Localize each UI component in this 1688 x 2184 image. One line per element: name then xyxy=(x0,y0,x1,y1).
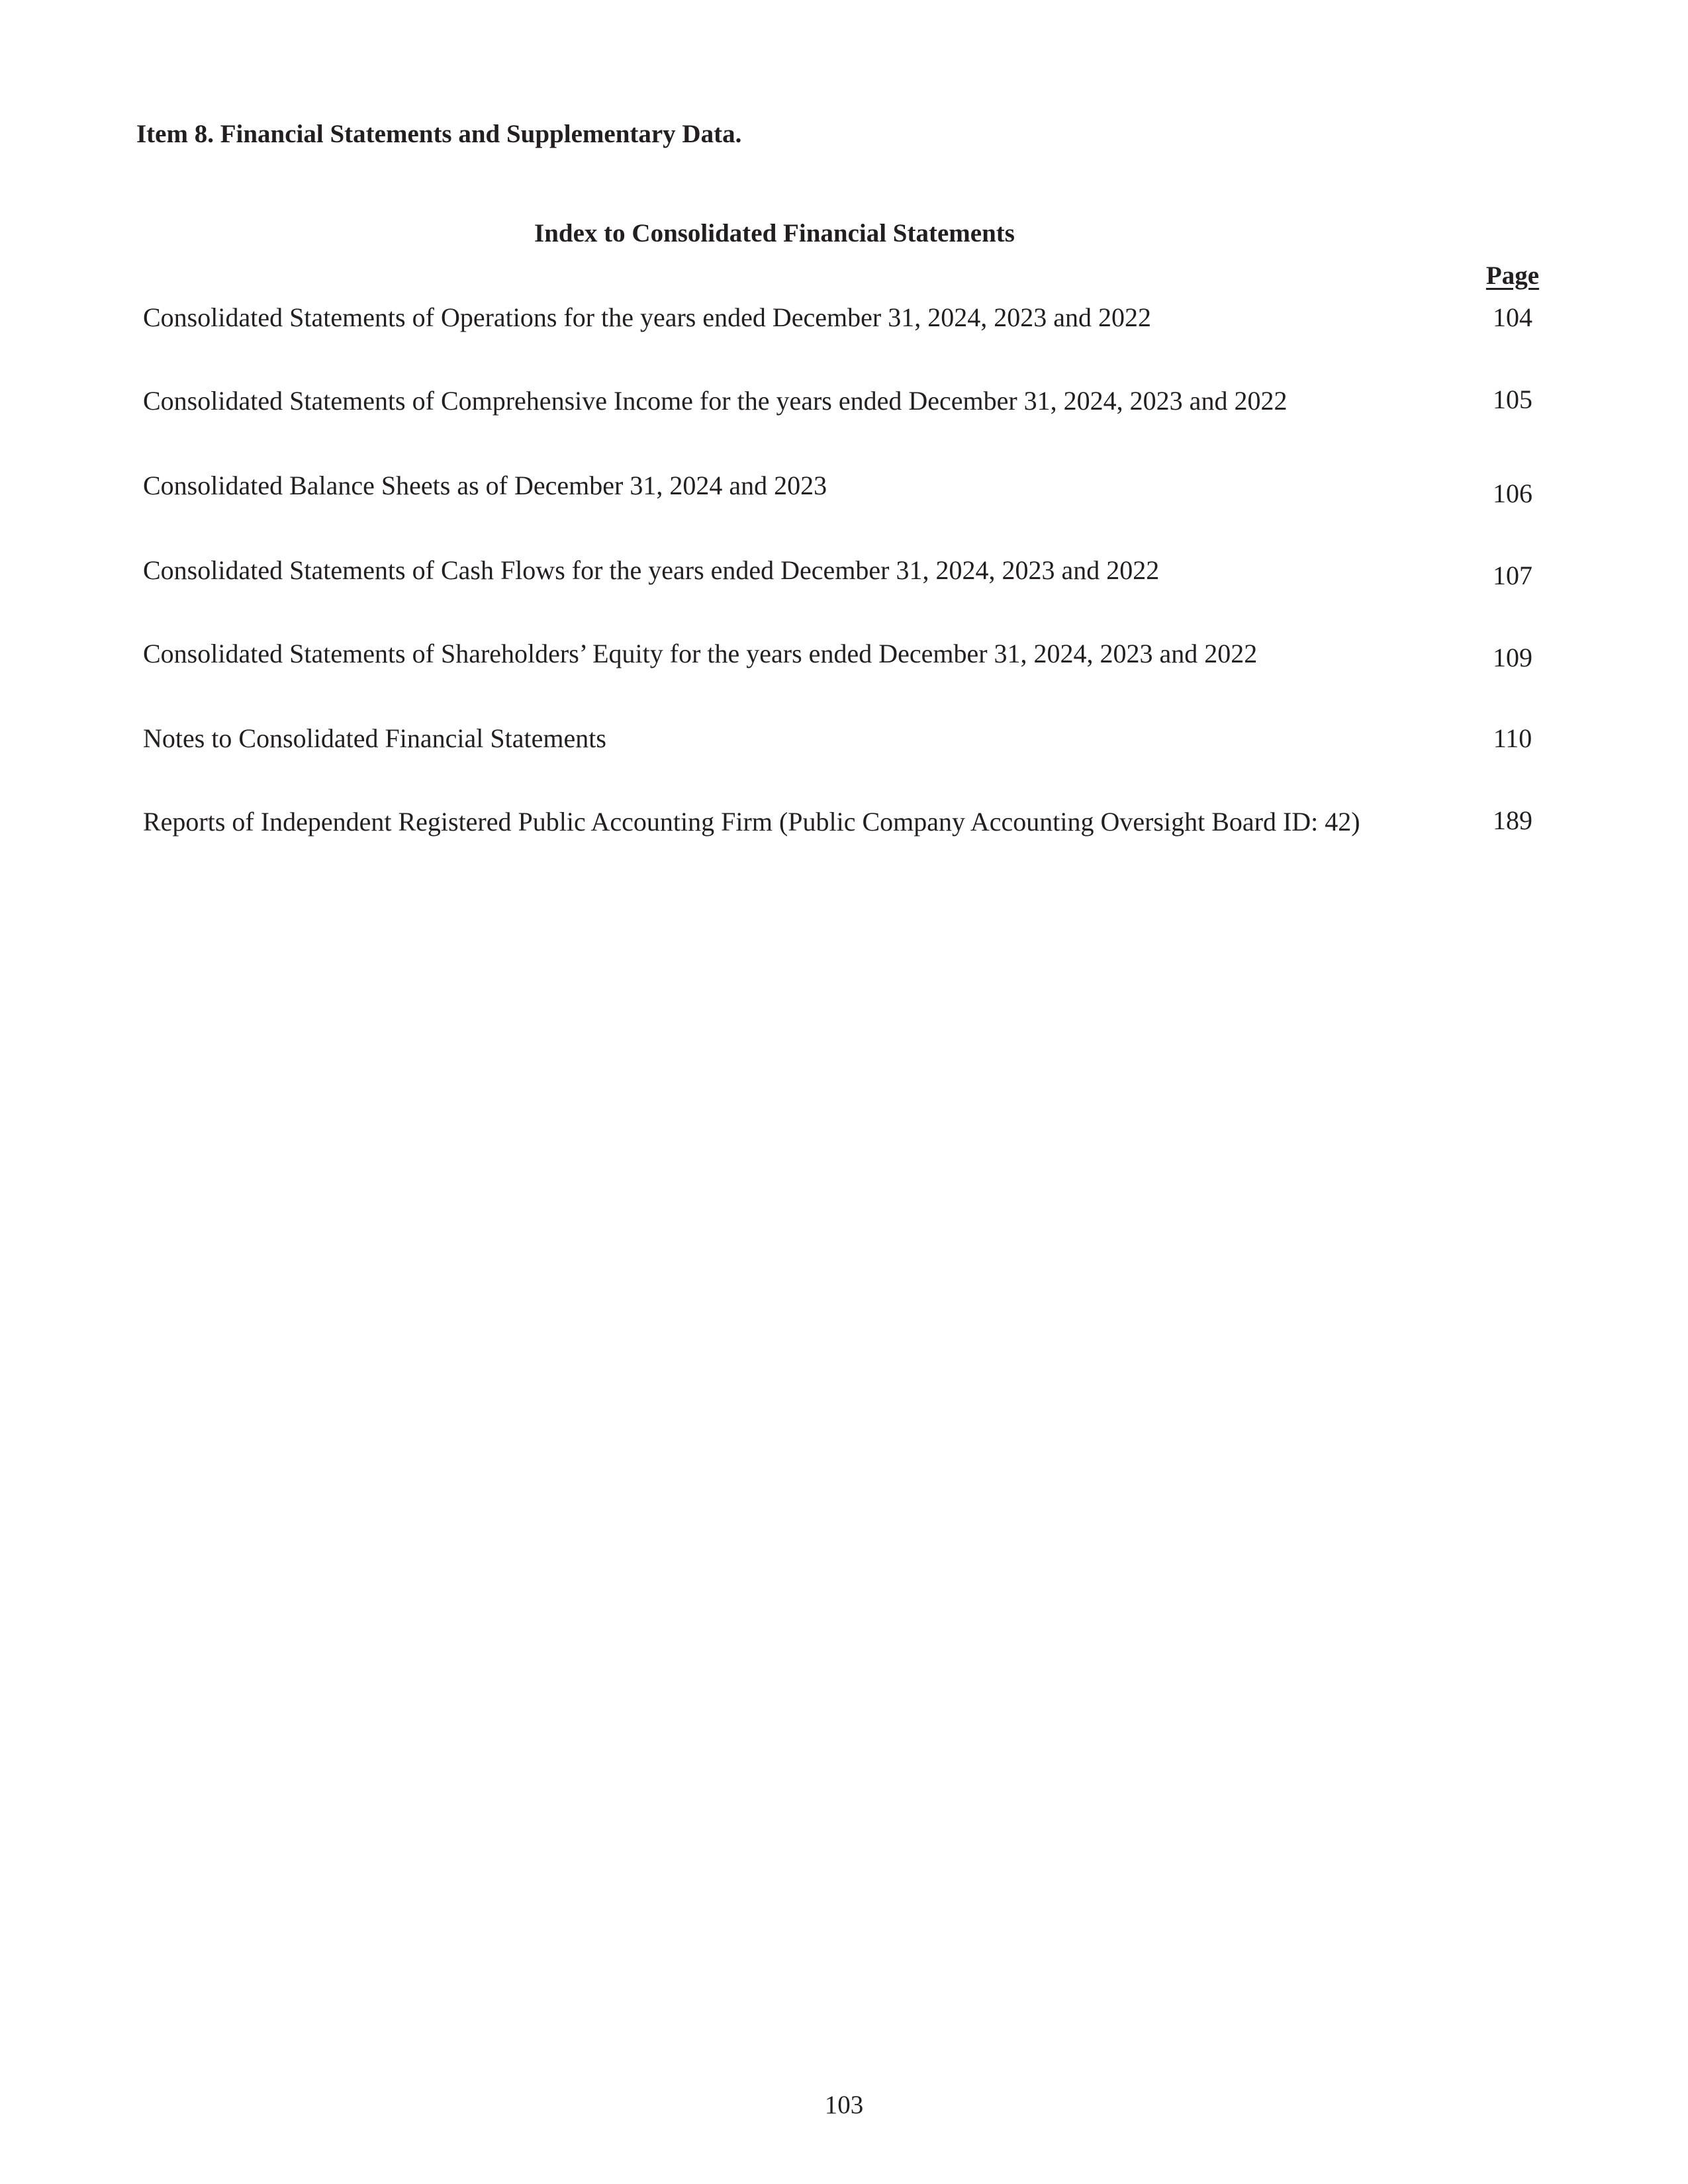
toc-entry-label: Consolidated Statements of Comprehensive Income for the years ended December 31, 2024, 2023 and 2022 xyxy=(143,386,1288,416)
toc-entry-label: Consolidated Statements of Operations for the years ended December 31, 2024, 2023 and 2022 xyxy=(143,302,1151,332)
toc-entry-page: 107 xyxy=(1493,561,1532,590)
toc-entry-notes[interactable] xyxy=(0,723,1688,762)
toc-entry-page: 105 xyxy=(1493,385,1532,414)
toc-entry-page: 109 xyxy=(1493,643,1532,672)
toc-entry-auditor-reports[interactable] xyxy=(0,806,1688,846)
toc-entry-label: Consolidated Balance Sheets as of December 31, 2024 and 2023 xyxy=(143,471,827,500)
toc-entry-shareholders-equity[interactable] xyxy=(0,638,1688,678)
index-title: Index to Consolidated Financial Statements xyxy=(534,219,1015,248)
toc-entry-label: Consolidated Statements of Cash Flows for the years ended December 31, 2024, 2023 and 2022 xyxy=(143,555,1160,585)
toc-entry-page: 189 xyxy=(1493,805,1532,835)
toc-entry-comprehensive-income[interactable] xyxy=(0,385,1688,425)
page-number: 103 xyxy=(824,2091,864,2119)
page-column-header: Page xyxy=(1485,261,1540,290)
toc-entry-label: Notes to Consolidated Financial Statements xyxy=(143,723,606,753)
toc-entry-page: 106 xyxy=(1493,478,1532,508)
toc-entry-page: 104 xyxy=(1493,302,1532,332)
toc-entry-label: Consolidated Statements of Shareholders’ Equity for the years ended December 31, 2024, 2023 and 2022 xyxy=(143,639,1258,668)
toc-entry-page: 110 xyxy=(1493,723,1532,753)
toc-entry-balance-sheets[interactable] xyxy=(0,470,1688,510)
toc-entry-statements-of-operations[interactable] xyxy=(0,302,1688,341)
toc-entry-cash-flows[interactable] xyxy=(0,555,1688,594)
toc-entry-label: Reports of Independent Registered Public Accounting Firm (Public Company Accounting Oversight Board ID: 42) xyxy=(143,807,1360,837)
item-heading: Item 8. Financial Statements and Supplementary Data. xyxy=(136,120,742,148)
